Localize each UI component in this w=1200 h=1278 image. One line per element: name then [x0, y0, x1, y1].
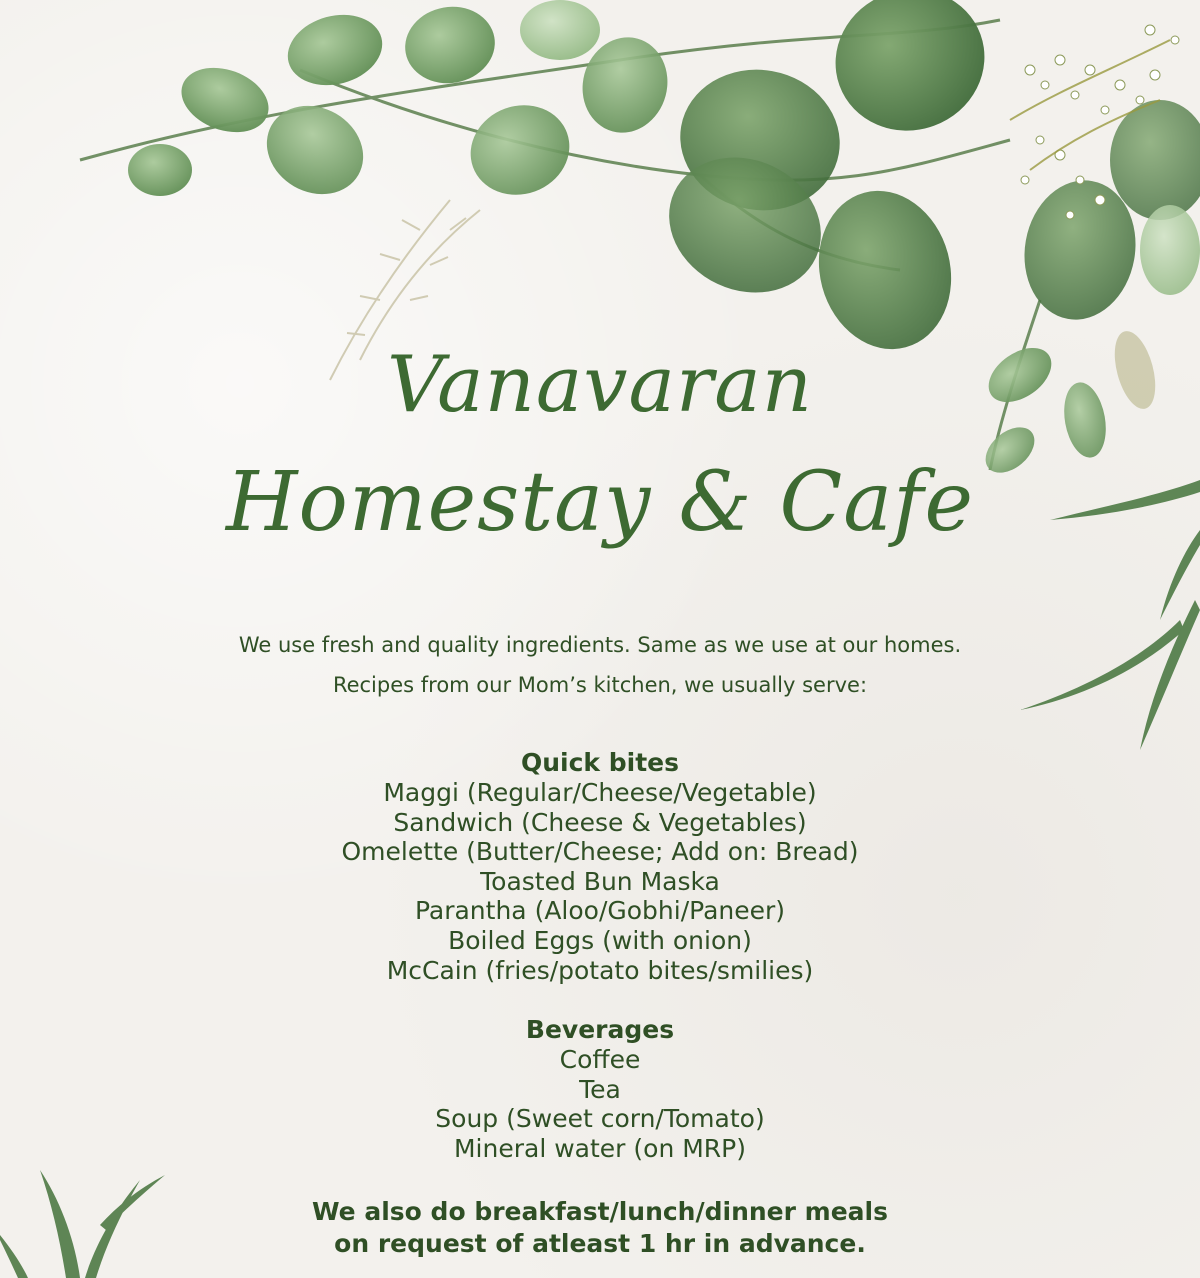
cafe-title-line-2: Homestay & Cafe: [225, 455, 975, 550]
intro-line-1: We use fresh and quality ingredients. Same as we use at our homes.: [238, 633, 962, 657]
menu-item: Soup (Sweet corn/Tomato): [435, 1104, 765, 1134]
menu-item: Maggi (Regular/Cheese/Vegetable): [383, 778, 817, 807]
section-spacer: [0, 985, 1200, 1015]
menu-item: Boiled Eggs (with onion): [448, 925, 752, 955]
menu-section-quick-bites: [0, 748, 1200, 985]
menu-item: Sandwich (Cheese & Vegetables): [393, 807, 807, 837]
cafe-title-line-1: Vanavaran: [386, 340, 813, 430]
menu-item: Toasted Bun Maska: [480, 866, 720, 896]
intro-line-2: Recipes from our Mom’s kitchen, we usually serve:: [332, 673, 868, 697]
section-heading: Quick bites: [520, 748, 680, 777]
section-heading: Beverages: [525, 1015, 675, 1045]
menu-item: Parantha (Aloo/Gobhi/Paneer): [414, 896, 786, 926]
menu-section-beverages: [0, 1015, 1200, 1163]
meals-note-line-2: on request of atleast 1 hr in advance.: [334, 1229, 866, 1258]
menu-item: Omelette (Butter/Cheese; Add on: Bread): [341, 837, 859, 867]
menu-item: Coffee: [559, 1045, 641, 1075]
menu-item: Mineral water (on MRP): [453, 1133, 747, 1163]
meals-note-line-1: We also do breakfast/lunch/dinner meals: [312, 1197, 888, 1226]
meals-note: [0, 1196, 1200, 1260]
menu-item: McCain (fries/potato bites/smilies): [386, 955, 814, 985]
menu-list: [0, 748, 1200, 1164]
menu-item: Tea: [579, 1074, 621, 1104]
